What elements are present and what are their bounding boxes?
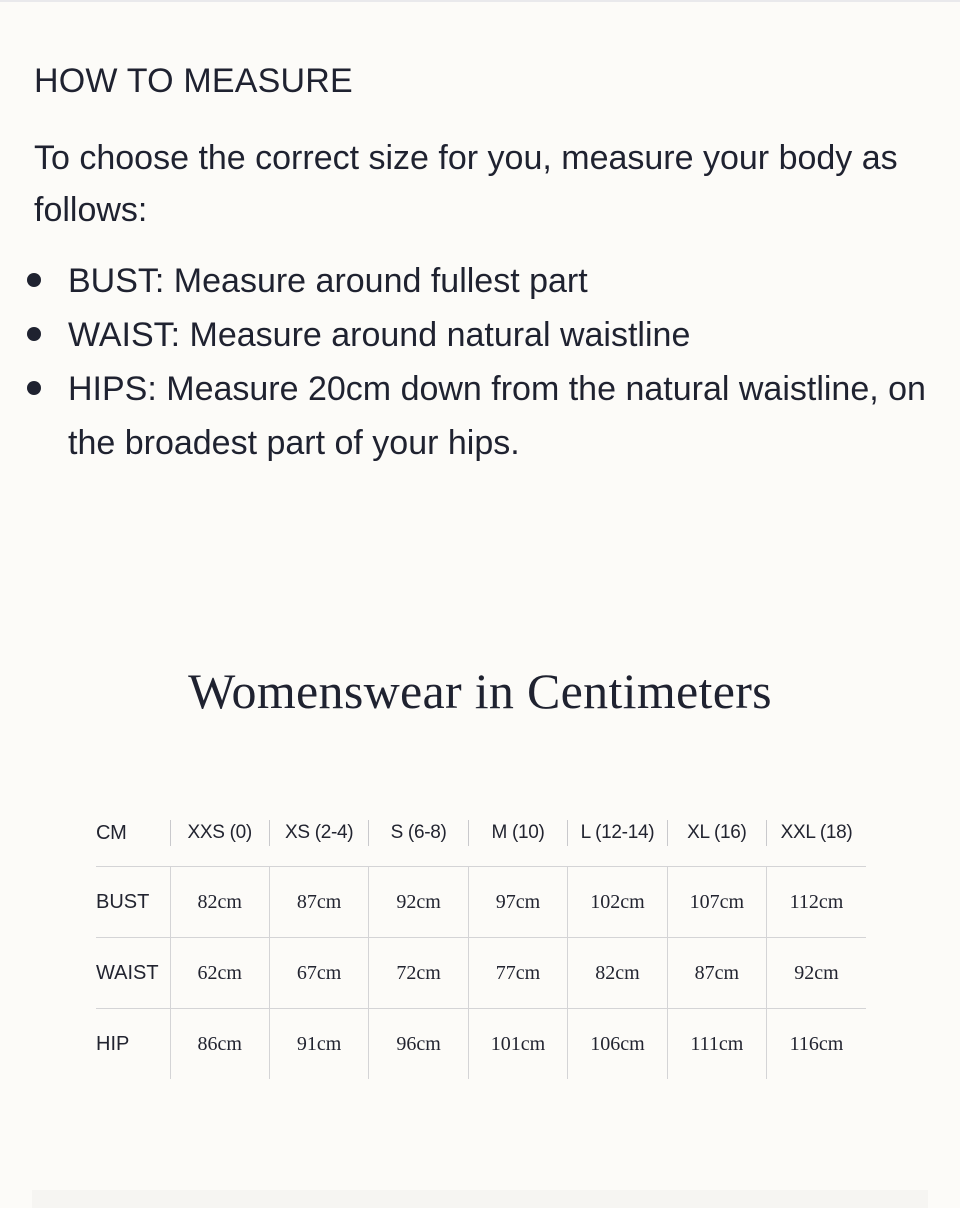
- table-cell: 112cm: [767, 867, 866, 938]
- list-item-bust: [0, 254, 960, 308]
- size-header-xs: [269, 800, 368, 867]
- measure-intro-text: To choose the correct size for you, measure your body as follows:: [34, 139, 898, 229]
- table-cell: 82cm: [568, 938, 667, 1009]
- size-label: M (10): [491, 822, 545, 843]
- size-header-xl: [667, 800, 766, 867]
- cell-value: 86cm: [197, 1032, 242, 1055]
- table-header-row: [96, 800, 866, 867]
- table-row: [96, 938, 866, 1009]
- how-to-measure-heading: HOW TO MEASURE: [34, 62, 353, 100]
- bust-instruction: BUST: Measure around fullest part: [68, 262, 588, 300]
- table-cell: [468, 1009, 567, 1080]
- bottom-divider: [32, 1190, 928, 1208]
- table-row: [96, 867, 866, 938]
- bullet-icon: [27, 273, 41, 287]
- table-cell: [667, 1009, 766, 1080]
- size-chart-table: [96, 800, 866, 1079]
- size-label: L (12-14): [580, 822, 655, 843]
- cell-value: 101cm: [490, 1032, 546, 1055]
- table-cell: [767, 1009, 866, 1080]
- table-cell: 77cm: [468, 938, 567, 1009]
- measurement-instructions-list: [0, 254, 960, 470]
- size-label: XXL (18): [780, 822, 853, 843]
- row-label-bust: BUST: [96, 867, 170, 938]
- table-cell: 87cm: [269, 867, 368, 938]
- waist-instruction: WAIST: Measure around natural waistline: [68, 316, 691, 354]
- size-header-xxl: [767, 800, 866, 867]
- list-item-waist: [0, 308, 960, 362]
- cell-value: 111cm: [690, 1032, 744, 1055]
- size-header-m: [468, 800, 567, 867]
- table-cell: 92cm: [369, 867, 468, 938]
- table-cell: 82cm: [170, 867, 269, 938]
- table-cell: 107cm: [667, 867, 766, 938]
- unit-header: CM: [96, 800, 170, 867]
- table-cell: [369, 1009, 468, 1080]
- row-label-waist: WAIST: [96, 938, 170, 1009]
- cell-value: 91cm: [296, 1032, 342, 1055]
- table-cell: 67cm: [269, 938, 368, 1009]
- size-header-l: [568, 800, 667, 867]
- table-cell: 102cm: [568, 867, 667, 938]
- size-label: XS (2-4): [284, 822, 354, 843]
- table-cell: [269, 1009, 368, 1080]
- size-label: XL (16): [687, 822, 747, 843]
- size-header-s: [369, 800, 468, 867]
- list-item-hips: [0, 362, 960, 470]
- hips-instruction: HIPS: Measure 20cm down from the natural waistline, on the broadest part of your hips.: [68, 370, 926, 462]
- row-label-hip: HIP: [96, 1032, 130, 1055]
- table-cell: 92cm: [767, 938, 866, 1009]
- cell-value: 96cm: [396, 1032, 441, 1055]
- size-chart-title: Womenswear in Centimeters: [188, 663, 772, 719]
- table-cell: 87cm: [667, 938, 766, 1009]
- table-row: [96, 1009, 866, 1080]
- table-cell: [568, 1009, 667, 1080]
- top-divider: [0, 0, 960, 2]
- size-header-xxs: [170, 800, 269, 867]
- cell-value: 106cm: [590, 1032, 645, 1055]
- bullet-icon: [27, 327, 41, 341]
- size-label: S (6-8): [390, 822, 447, 843]
- size-label: XXS (0): [187, 822, 252, 843]
- bullet-icon: [27, 381, 41, 395]
- table-cell: 97cm: [468, 867, 567, 938]
- table-cell: 62cm: [170, 938, 269, 1009]
- table-cell: 72cm: [369, 938, 468, 1009]
- cell-value: 116cm: [789, 1032, 844, 1055]
- table-cell: [170, 1009, 269, 1080]
